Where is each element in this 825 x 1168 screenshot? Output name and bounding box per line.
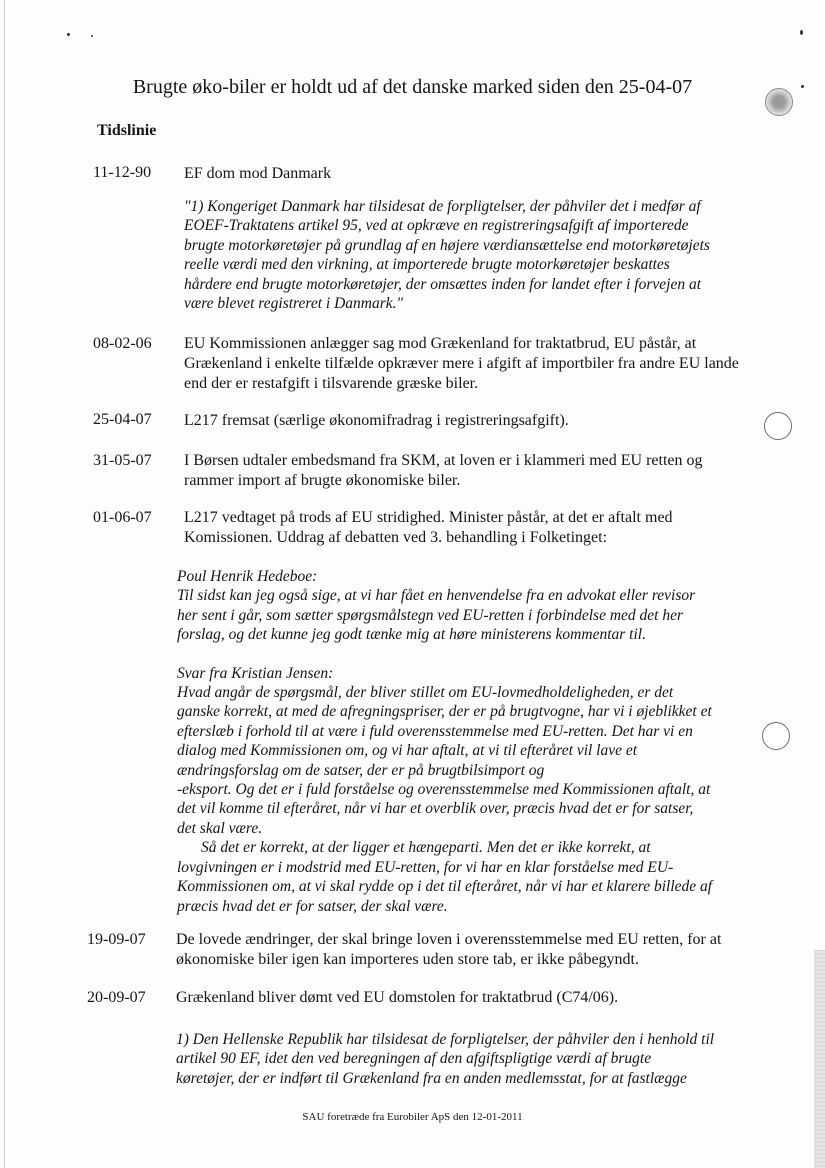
speech-line: forslag, og det kunne jeg godt tænke mig at høre ministerens kommentar til. — [177, 626, 646, 644]
speaker-name: Svar fra Kristian Jensen: — [177, 664, 334, 682]
quote-line: brugte motorkøretøjer på grundlag af en højere værdiansættelse end motorkøretøjets — [184, 236, 710, 254]
speech-line: det vil komme til efteråret, når vi har et overblik over, præcis hvad det er for satser, — [177, 800, 694, 818]
debate-quote — [177, 567, 747, 916]
entry-text: EF dom mod Danmark — [184, 165, 332, 182]
speech-line: dialog med Kommissionen om, og vi har aftalt, at vi til efteråret vil lave et — [177, 742, 638, 760]
punch-hole-icon — [762, 722, 790, 750]
entry-text-line: økonomiske biler igen kan importeres uden store tab, er ikke påbegyndt. — [176, 951, 639, 968]
speech-line: det skal være. — [177, 819, 263, 837]
quote-line: køretøjer, der er indført til Grækenland fra en anden medlemsstat, for at fastlægge — [176, 1069, 687, 1087]
entry-text-line: EU Kommissionen anlægger sag mod Grækenland for traktatbrud, EU påstår, at — [184, 335, 697, 352]
entry-date: 01-06-07 — [93, 509, 152, 526]
quote-line: hårdere end brugte motorkøretøjer, der omsættes inden for landet efter i forvejen at — [184, 275, 702, 293]
speech-line: Til sidst kan jeg også sige, at vi har fået en henvendelse fra en advokat eller revisor — [177, 587, 696, 605]
entry-text — [176, 930, 756, 970]
entry-text-line: rammer import af brugte økonomiske biler. — [184, 472, 461, 489]
entry-date: 19-09-07 — [87, 931, 146, 948]
scan-left-edge — [4, 0, 5, 1168]
speech-line: Så det er korrekt, at der ligger et hængeparti. Men det er ikke korrekt, at — [201, 839, 651, 857]
entry-quote — [176, 1030, 746, 1088]
entry-text: L217 fremsat (særlige økonomifradrag i registreringsafgift). — [184, 412, 569, 429]
entry-quote — [184, 197, 744, 313]
speech-line: præcis hvad det er for satser, der skal være. — [177, 897, 448, 915]
quote-line: være blevet registreret i Danmark." — [184, 295, 404, 313]
scan-speck — [67, 33, 70, 36]
speech-line: efterslæb i forhold til at være i fuld overensstemmelse med EU-retten. Det har vi en — [177, 722, 693, 740]
scan-speck — [800, 30, 803, 35]
speech-line: Kommissionen om, at vi skal rydde op i det til efteråret, når vi har et klarere billede af — [177, 878, 713, 896]
scan-speck — [91, 35, 93, 37]
quote-line: reelle værdi med den virkning, at importerede brugte motorkøretøjer beskattes — [184, 256, 670, 274]
quote-line: EOEF-Traktatens artikel 95, ved at opkræve en registreringsafgift af importerede — [184, 217, 689, 235]
quote-line: "1) Kongeriget Danmark har tilsidesat de forpligtelser, der påhviler det i medfør af — [184, 198, 701, 215]
speech-line: -eksport. Og det er i fuld forståelse og overensstemmelse med Kommissionen aftalt, at — [177, 781, 711, 799]
speech-line: Hvad angår de spørgsmål, der bliver stillet om EU-lovmedholdeligheden, er det — [177, 684, 674, 702]
entry-text-line: L217 vedtaget på trods af EU stridighed. Minister påstår, at det er aftalt med — [184, 509, 673, 526]
page-title: Brugte øko-biler er holdt ud af det danske marked siden den 25-04-07 — [132, 76, 693, 98]
entry-date: 20-09-07 — [87, 989, 146, 1006]
entry-text: Grækenland bliver dømt ved EU domstolen for traktatbrud (C74/06). — [176, 989, 619, 1006]
speech-line: her sent i går, som sætter spørgsmålstegn ved EU-retten i forbindelse med det her — [177, 606, 683, 624]
speech-line: ganske korrekt, at med de afregningspriser, der er på brugtvogne, har vi i øjeblikket et — [177, 703, 712, 721]
entry-text — [184, 334, 774, 394]
entry-text — [184, 508, 744, 548]
entry-text-line: Grækenland i enkelte tilfælde opkræver mere i afgift af importbiler fra andre EU lande — [184, 355, 739, 372]
quote-line: 1) Den Hellenske Republik har tilsidesat de forpligtelser, der påhviler den i henhold til — [176, 1031, 715, 1048]
entry-date: 31-05-07 — [93, 452, 152, 469]
entry-text-line: Komissionen. Uddrag af debatten ved 3. behandling i Folketinget: — [184, 529, 608, 546]
entry-text-line: end der er restafgift i tilsvarende græske biler. — [184, 375, 479, 392]
entry-text — [184, 451, 744, 491]
quote-line: artikel 90 EF, idet den ved beregningen af den afgiftspligtige værdi af brugte — [176, 1050, 652, 1068]
entry-text-line: De lovede ændringer, der skal bringe loven i overensstemmelse med EU retten, for at — [176, 931, 722, 948]
entry-date: 25-04-07 — [93, 411, 152, 428]
spacer — [177, 645, 747, 664]
punch-hole-icon — [764, 412, 792, 440]
entry-text-line: I Børsen udtaler embedsmand fra SKM, at loven er i klammeri med EU retten og — [184, 452, 703, 469]
scan-right-edge — [814, 950, 825, 1168]
speaker-name: Poul Henrik Hedeboe: — [177, 568, 318, 585]
entry-date: 08-02-06 — [93, 335, 152, 352]
speech-line: lovgivningen er i modstrid med EU-retten, for vi har en klar forståelse med EU- — [177, 858, 674, 876]
entry-date: 11-12-90 — [93, 164, 152, 181]
section-heading: Tidslinie — [97, 122, 157, 139]
speech-line: ændringsforslag om de satser, der er på brugtbilsimport og — [177, 761, 545, 779]
page-footer: SAU foretræde fra Eurobiler ApS den 12-01-2011 — [302, 1111, 523, 1123]
